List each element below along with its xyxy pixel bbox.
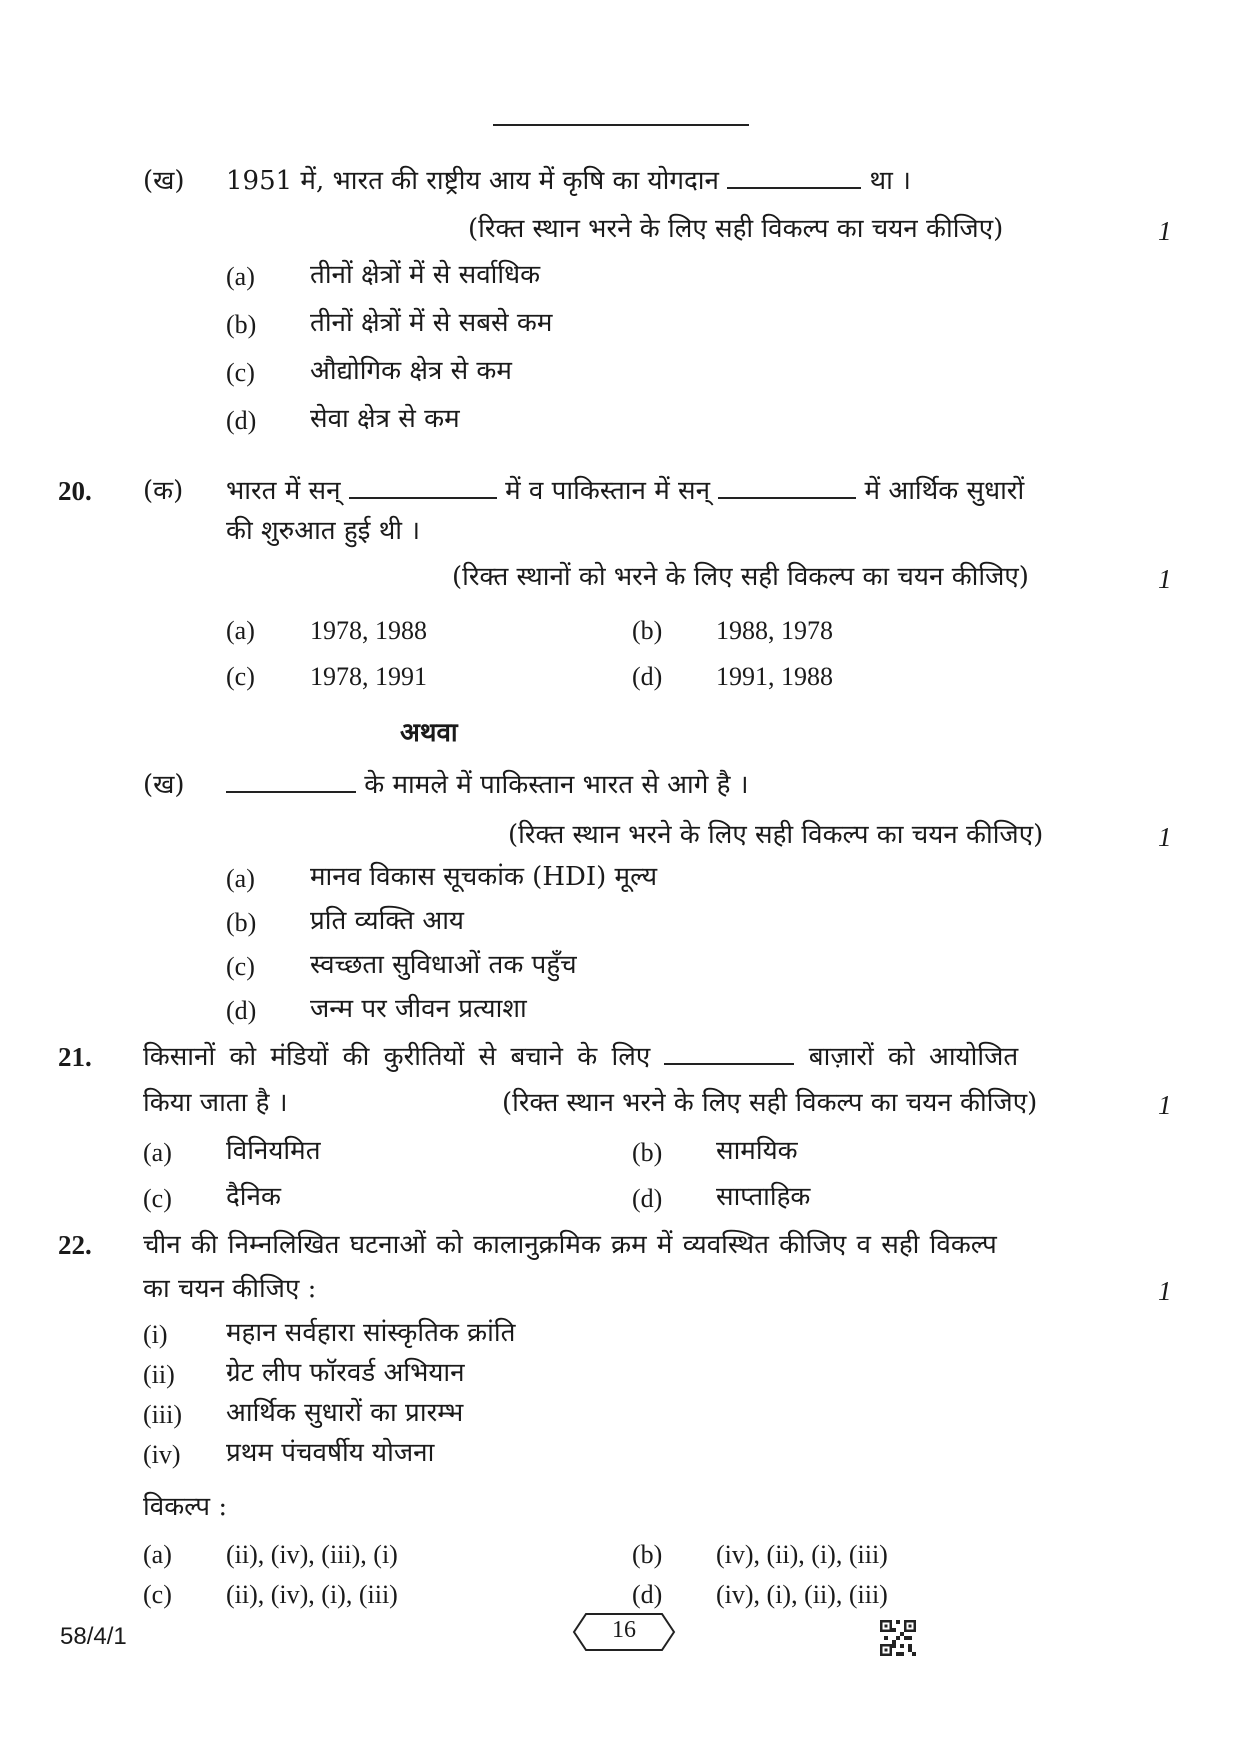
q22-option-a: (ii), (iv), (iii), (i) bbox=[226, 1540, 398, 1569]
q20a-marks: 1 bbox=[1158, 564, 1172, 594]
q20b-option-a-label: (a) bbox=[226, 864, 255, 893]
q19b-option-b-label: (b) bbox=[226, 310, 257, 339]
q20b-option-b: प्रति व्यक्ति आय bbox=[310, 906, 464, 936]
q21-option-a: विनियमित bbox=[226, 1136, 321, 1166]
q21-text-2: बाज़ारों को आयोजित bbox=[808, 1042, 1019, 1072]
q20a-instruction: (रिक्त स्थानों को भरने के लिए सही विकल्प का चयन कीजिए) bbox=[452, 562, 1029, 592]
q19b-text-before: 1951 में, भारत की राष्ट्रीय आय में कृषि का योगदान bbox=[226, 166, 719, 196]
q21-option-c-label: (c) bbox=[143, 1184, 172, 1213]
q19b-option-c: औद्योगिक क्षेत्र से कम bbox=[310, 356, 512, 386]
q19b-question bbox=[226, 164, 911, 198]
q19b-blank bbox=[727, 165, 861, 189]
q19b-label: (ख) bbox=[143, 166, 185, 196]
q20b-option-c: स्वच्छता सुविधाओं तक पहुँच bbox=[310, 950, 577, 980]
q22-question-line2: का चयन कीजिए : bbox=[143, 1274, 317, 1304]
q20a-text-3: में आर्थिक सुधारों bbox=[864, 476, 1025, 506]
q20a-option-a: 1978, 1988 bbox=[310, 616, 427, 645]
q20b-question bbox=[226, 768, 749, 802]
q22-event-1: महान सर्वहारा सांस्कृतिक क्रांति bbox=[226, 1318, 516, 1348]
q21-option-d-label: (d) bbox=[632, 1184, 663, 1213]
q19b-text-after: था । bbox=[869, 166, 911, 196]
q20a-label: (क) bbox=[143, 476, 184, 506]
q21-text-1: किसानों को मंडियों की कुरीतियों से बचाने के लिए bbox=[143, 1042, 651, 1072]
q19b-marks: 1 bbox=[1158, 216, 1172, 246]
top-separator bbox=[493, 124, 749, 126]
q22-options-heading: विकल्प : bbox=[143, 1492, 228, 1522]
q22-event-3: आर्थिक सुधारों का प्रारम्भ bbox=[226, 1398, 464, 1428]
q22-option-c-label: (c) bbox=[143, 1580, 172, 1609]
q22-event-2-label: (ii) bbox=[143, 1360, 175, 1389]
qr-code-icon bbox=[880, 1620, 916, 1656]
q22-option-d-label: (d) bbox=[632, 1580, 663, 1609]
q20b-text: के मामले में पाकिस्तान भारत से आगे है । bbox=[364, 770, 749, 800]
page-number: 16 bbox=[612, 1617, 636, 1643]
q21-option-a-label: (a) bbox=[143, 1138, 172, 1167]
q19b-instruction: (रिक्त स्थान भरने के लिए सही विकल्प का चयन कीजिए) bbox=[468, 214, 1004, 244]
q20a-blank-2 bbox=[718, 475, 856, 499]
q21-option-b: सामयिक bbox=[716, 1136, 798, 1166]
q19b-option-d: सेवा क्षेत्र से कम bbox=[310, 404, 460, 434]
q22-event-2: ग्रेट लीप फॉरवर्ड अभियान bbox=[226, 1358, 465, 1388]
q22-marks: 1 bbox=[1158, 1276, 1172, 1306]
page-number-badge bbox=[570, 1610, 678, 1654]
q20a-option-b-label: (b) bbox=[632, 616, 663, 645]
q20a-option-c: 1978, 1991 bbox=[310, 662, 427, 691]
q21-blank bbox=[664, 1041, 794, 1065]
q20b-option-c-label: (c) bbox=[226, 952, 255, 981]
q22-option-a-label: (a) bbox=[143, 1540, 172, 1569]
q22-event-4: प्रथम पंचवर्षीय योजना bbox=[226, 1438, 435, 1468]
q20a-option-d-label: (d) bbox=[632, 662, 663, 691]
q22-option-d: (iv), (i), (ii), (iii) bbox=[716, 1580, 888, 1609]
q20a-option-c-label: (c) bbox=[226, 662, 255, 691]
q20b-label: (ख) bbox=[143, 770, 185, 800]
q19b-option-c-label: (c) bbox=[226, 358, 255, 387]
q22-event-4-label: (iv) bbox=[143, 1440, 181, 1469]
q19b-option-b: तीनों क्षेत्रों में से सबसे कम bbox=[310, 308, 553, 338]
q21-question-line2: किया जाता है । bbox=[143, 1088, 288, 1118]
q20a-option-b: 1988, 1978 bbox=[716, 616, 833, 645]
q21-option-c: दैनिक bbox=[226, 1182, 281, 1212]
q19b-option-d-label: (d) bbox=[226, 406, 257, 435]
q20a-option-d: 1991, 1988 bbox=[716, 662, 833, 691]
q20b-option-d-label: (d) bbox=[226, 996, 257, 1025]
q22-event-1-label: (i) bbox=[143, 1320, 168, 1349]
q22-option-b: (iv), (ii), (i), (iii) bbox=[716, 1540, 888, 1569]
q22-number: 22. bbox=[58, 1230, 92, 1260]
or-separator: अथवा bbox=[400, 718, 458, 748]
q21-number: 21. bbox=[58, 1042, 92, 1072]
q20b-option-d: जन्म पर जीवन प्रत्याशा bbox=[310, 994, 527, 1024]
q22-question-line1: चीन की निम्नलिखित घटनाओं को कालानुक्रमिक क्रम में व्यवस्थित कीजिए व सही विकल्प bbox=[143, 1230, 997, 1260]
q19b-option-a: तीनों क्षेत्रों में से सर्वाधिक bbox=[310, 260, 541, 290]
q22-option-b-label: (b) bbox=[632, 1540, 663, 1569]
q22-event-3-label: (iii) bbox=[143, 1400, 182, 1429]
paper-code: 58/4/1 bbox=[60, 1623, 127, 1650]
q22-option-c: (ii), (iv), (i), (iii) bbox=[226, 1580, 398, 1609]
q21-marks: 1 bbox=[1158, 1090, 1172, 1120]
q21-instruction: (रिक्त स्थान भरने के लिए सही विकल्प का चयन कीजिए) bbox=[502, 1088, 1038, 1118]
q20b-marks: 1 bbox=[1158, 822, 1172, 852]
q20a-text-2: में व पाकिस्तान में सन् bbox=[505, 476, 711, 506]
q20a-option-a-label: (a) bbox=[226, 616, 255, 645]
q20b-instruction: (रिक्त स्थान भरने के लिए सही विकल्प का चयन कीजिए) bbox=[508, 820, 1044, 850]
q20b-blank bbox=[226, 769, 356, 793]
q19b-option-a-label: (a) bbox=[226, 262, 255, 291]
q20b-option-a: मानव विकास सूचकांक (HDI) मूल्य bbox=[310, 862, 658, 892]
q21-question-line1 bbox=[143, 1040, 1018, 1074]
q20b-option-b-label: (b) bbox=[226, 908, 257, 937]
q20a-blank-1 bbox=[349, 475, 497, 499]
q20-number: 20. bbox=[58, 476, 92, 506]
q21-option-b-label: (b) bbox=[632, 1138, 663, 1167]
q21-option-d: साप्ताहिक bbox=[716, 1182, 811, 1212]
q20a-question-line1 bbox=[226, 474, 1024, 508]
q20a-text-1: भारत में सन् bbox=[226, 476, 341, 506]
q20a-question-line2: की शुरुआत हुई थी । bbox=[226, 516, 421, 546]
